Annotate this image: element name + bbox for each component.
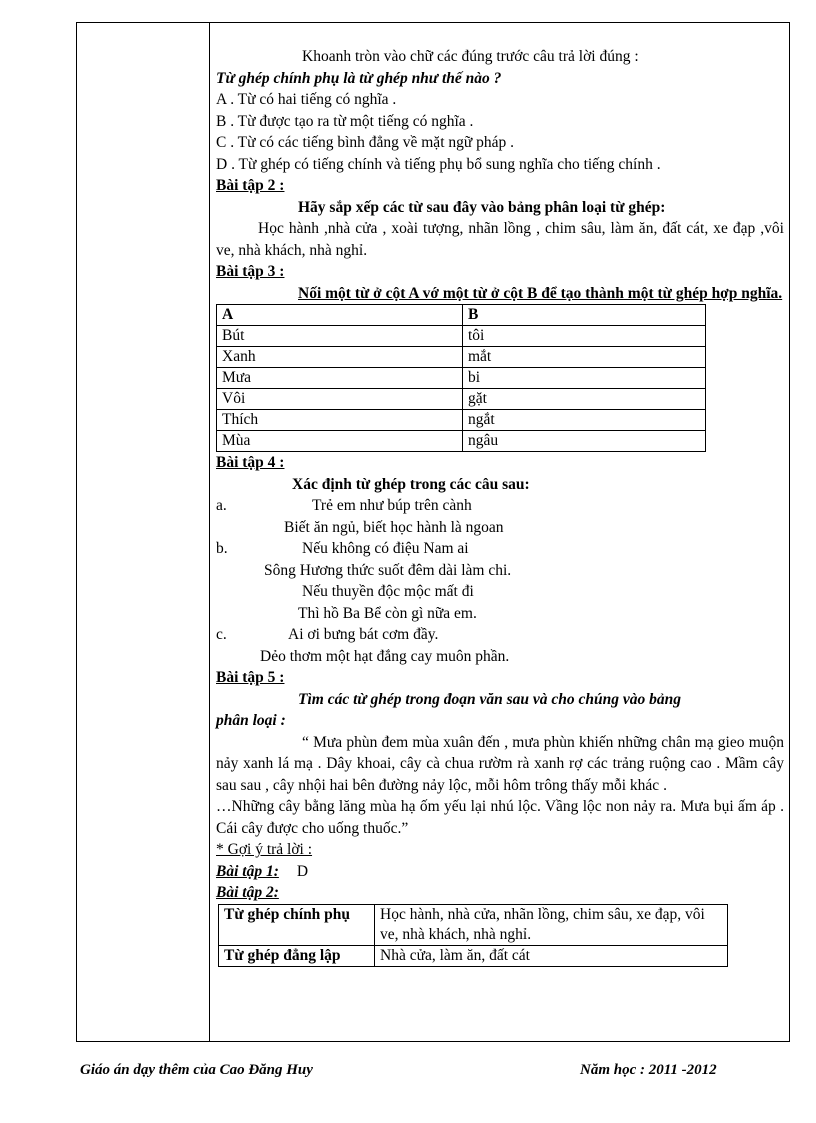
ex3-instruction: Nối một từ ở cột A vớ một từ ở cột B để tạo thành một từ ghép hợp nghĩa. (298, 284, 783, 302)
table-row (217, 368, 706, 389)
match-cell-b: gặt (463, 389, 706, 410)
match-cell-a: Thích (217, 410, 463, 431)
column-divider (209, 22, 210, 1042)
ex5-instruction-1: Tìm các từ ghép trong đoạn văn sau và cho chúng vào bảng (298, 690, 682, 708)
ex5-paragraph-1: “ Mưa phùn đem mùa xuân đến , mưa phùn khiến những chân mạ gieo muộn nảy xanh lá mạ . Dây khoai, cây cà chua rườm rà xanh rợ các trảng ruộng cao . Mầm cây sau sau , cây nhội hai bên đường nảy lộc, mỗi hôm trông thấy mỗi khác . (216, 733, 784, 794)
match-table (216, 304, 706, 452)
ex2-text: Học hành ,nhà cửa , xoài tượng, nhãn lồng , chim sâu, làm ăn, đất cát, xe đạp ,vôi ve, nhà khách, nhà nghỉ. (216, 220, 784, 259)
q1-option-a: A . Từ có hai tiếng có nghĩa . (216, 91, 397, 108)
table-row (217, 431, 706, 452)
ex5-instruction-2: phân loại : (216, 712, 286, 729)
answer1-label: Bài tập 1: (216, 862, 279, 880)
ex4-b4: Thì hồ Ba Bể còn gì nữa em. (298, 604, 477, 622)
match-header-row (217, 305, 706, 326)
q1-question: Từ ghép chính phụ là từ ghép như thế nào ? (216, 69, 502, 87)
ex4-title: Bài tập 4 : (216, 454, 285, 471)
footer-year: Năm học : 2011 -2012 (580, 1062, 717, 1078)
table-row (217, 389, 706, 410)
ex4-c1: Ai ơi bưng bát cơm đầy. (288, 626, 439, 643)
match-cell-b: ngâu (463, 431, 706, 452)
match-header-a: A (217, 305, 463, 326)
ex2-instruction: Hãy sắp xếp các từ sau đây vào bảng phân loại từ ghép: (298, 198, 666, 216)
match-cell-a: Mưa (217, 368, 463, 389)
answer-category: Từ ghép chính phụ (219, 904, 375, 945)
ex4-b2: Sông Hương thức suốt đêm dài làm chi. (264, 561, 512, 579)
answer2-label: Bài tập 2: (216, 884, 279, 901)
answers-heading: * Gợi ý trả lời : (216, 841, 313, 858)
ex5-title: Bài tập 5 : (216, 669, 285, 686)
answer-table (218, 904, 728, 967)
match-cell-b: ngắt (463, 410, 706, 431)
match-cell-b: mắt (463, 347, 706, 368)
ex3-title: Bài tập 3 : (216, 263, 285, 280)
match-cell-b: tôi (463, 326, 706, 347)
ex5-paragraph-2: …Những cây bằng lăng mùa hạ ốm yếu lại nhú lộc. Vầng lộc non nảy ra. Mưa bụi ấm áp . Cái cây được cho uống thuốc.” (216, 798, 784, 837)
ex4-instruction: Xác định từ ghép trong các câu sau: (292, 475, 530, 493)
table-row (217, 326, 706, 347)
table-row (217, 347, 706, 368)
table-row (217, 410, 706, 431)
footer-author: Giáo án dạy thêm của Cao Đăng Huy (80, 1062, 313, 1078)
match-cell-a: Mùa (217, 431, 463, 452)
answer-category: Từ ghép đẳng lập (219, 945, 375, 966)
ex4-b1: Nếu không có điệu Nam ai (302, 540, 469, 557)
q1-option-b: B . Từ được tạo ra từ một tiếng có nghĩa . (216, 112, 474, 130)
table-row (219, 945, 728, 966)
ex4-b3: Nếu thuyền độc mộc mất đi (302, 583, 474, 600)
answer-words: Học hành, nhà cửa, nhãn lồng, chim sâu, xe đạp, vôi ve, nhà khách, nhà nghỉ. (375, 904, 728, 945)
match-cell-b: bi (463, 368, 706, 389)
ex4-label-a: a. (216, 497, 227, 514)
table-row (219, 904, 728, 945)
match-cell-a: Bút (217, 326, 463, 347)
ex4-label-b: b. (216, 540, 228, 557)
match-cell-a: Xanh (217, 347, 463, 368)
ex4-a1: Trẻ em như búp trên cành (312, 497, 472, 514)
q1-option-c: C . Từ có các tiếng bình đẳng về mặt ngữ pháp . (216, 134, 515, 151)
lesson-content (216, 46, 784, 967)
intro-line: Khoanh tròn vào chữ các đúng trước câu trả lời đúng : (302, 48, 639, 65)
ex4-c2: Dẻo thơm một hạt đắng cay muôn phần. (260, 647, 510, 665)
match-header-b: B (463, 305, 706, 326)
ex2-title: Bài tập 2 : (216, 177, 285, 194)
answer-words: Nhà cửa, làm ăn, đất cát (375, 945, 728, 966)
answer1-value: D (296, 862, 309, 880)
ex4-label-c: c. (216, 626, 227, 643)
q1-option-d: D . Từ ghép có tiếng chính và tiếng phụ bổ sung nghĩa cho tiếng chính . (216, 155, 661, 173)
ex4-a2: Biết ăn ngủ, biết học hành là ngoan (284, 518, 504, 536)
match-cell-a: Vôi (217, 389, 463, 410)
